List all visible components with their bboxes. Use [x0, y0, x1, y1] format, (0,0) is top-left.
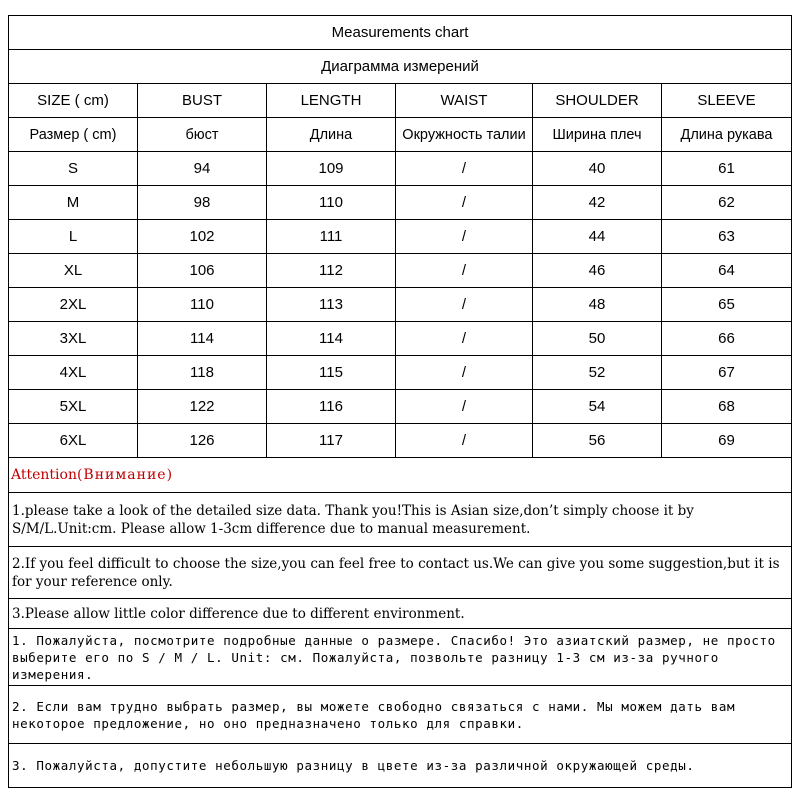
table-cell: 48: [533, 288, 662, 322]
table-cell: /: [396, 220, 533, 254]
attention-label-ru: (Внимание): [76, 467, 174, 483]
header-cell-ru: бюст: [138, 118, 267, 152]
table-cell: 126: [138, 424, 267, 458]
table-cell: 69: [662, 424, 792, 458]
table-cell: XL: [9, 254, 138, 288]
header-cell: BUST: [138, 84, 267, 118]
table-row: [9, 424, 792, 458]
table-cell: /: [396, 356, 533, 390]
table-row: [9, 288, 792, 322]
measurements-table: [8, 15, 792, 788]
table-row: [9, 152, 792, 186]
table-cell: 64: [662, 254, 792, 288]
note-row: [9, 599, 792, 629]
table-cell: 66: [662, 322, 792, 356]
table-cell: 118: [138, 356, 267, 390]
note-row: [9, 686, 792, 744]
table-cell: 50: [533, 322, 662, 356]
header-row-ru: [9, 118, 792, 152]
table-cell: 109: [267, 152, 396, 186]
table-cell: 61: [662, 152, 792, 186]
header-cell: SIZE ( cm): [9, 84, 138, 118]
header-cell: SLEEVE: [662, 84, 792, 118]
table-cell: 98: [138, 186, 267, 220]
table-cell: M: [9, 186, 138, 220]
table-cell: /: [396, 288, 533, 322]
table-cell: 110: [267, 186, 396, 220]
table-cell: 110: [138, 288, 267, 322]
table-cell: 114: [267, 322, 396, 356]
chart-title-en: Measurements chart: [9, 16, 792, 50]
table-cell: S: [9, 152, 138, 186]
header-cell: WAIST: [396, 84, 533, 118]
header-cell-ru: Окружность талии: [396, 118, 533, 152]
table-cell: /: [396, 254, 533, 288]
table-row: [9, 356, 792, 390]
table-row: [9, 254, 792, 288]
table-cell: 40: [533, 152, 662, 186]
title-row-en: [9, 16, 792, 50]
table-cell: 63: [662, 220, 792, 254]
note-ru-2: 2. Если вам трудно выбрать размер, вы можете свободно связаться с нами. Мы можем дать вам некоторое предложение, но оно предназначено только для справки.: [9, 686, 792, 744]
table-cell: 65: [662, 288, 792, 322]
header-cell-ru: Ширина плеч: [533, 118, 662, 152]
attention-row: [9, 458, 792, 493]
header-cell-ru: Размер ( cm): [9, 118, 138, 152]
table-cell: /: [396, 390, 533, 424]
table-cell: 44: [533, 220, 662, 254]
table-row: [9, 390, 792, 424]
table-cell: L: [9, 220, 138, 254]
table-cell: 68: [662, 390, 792, 424]
table-cell: 106: [138, 254, 267, 288]
header-cell: LENGTH: [267, 84, 396, 118]
table-cell: 122: [138, 390, 267, 424]
table-cell: 94: [138, 152, 267, 186]
table-row: [9, 220, 792, 254]
table-row: [9, 322, 792, 356]
table-cell: 56: [533, 424, 662, 458]
header-cell-ru: Длина: [267, 118, 396, 152]
table-cell: /: [396, 322, 533, 356]
table-cell: 115: [267, 356, 396, 390]
table-cell: 4XL: [9, 356, 138, 390]
table-cell: 5XL: [9, 390, 138, 424]
table-cell: /: [396, 152, 533, 186]
table-cell: 42: [533, 186, 662, 220]
note-ru-3: 3. Пожалуйста, допустите небольшую разницу в цвете из-за различной окружающей среды.: [9, 744, 792, 788]
header-row-en: [9, 84, 792, 118]
header-cell: SHOULDER: [533, 84, 662, 118]
table-cell: 54: [533, 390, 662, 424]
header-cell-ru: Длина рукава: [662, 118, 792, 152]
table-cell: 46: [533, 254, 662, 288]
note-en-3: 3.Please allow little color difference due to different environment.: [9, 599, 792, 629]
table-cell: 6XL: [9, 424, 138, 458]
table-cell: /: [396, 186, 533, 220]
table-cell: 116: [267, 390, 396, 424]
note-row: [9, 547, 792, 599]
title-row-ru: [9, 50, 792, 84]
attention-cell: [9, 458, 792, 493]
note-row: [9, 493, 792, 547]
chart-title-ru: Диаграмма измерений: [9, 50, 792, 84]
table-cell: 117: [267, 424, 396, 458]
table-cell: 2XL: [9, 288, 138, 322]
note-en-1: 1.please take a look of the detailed size data. Thank you!This is Asian size,don’t simply choose it by S/M/L.Unit:cm. Please allow 1-3cm difference due to manual measurement.: [9, 493, 792, 547]
table-cell: 67: [662, 356, 792, 390]
attention-label: Attention: [11, 467, 77, 483]
table-cell: 112: [267, 254, 396, 288]
table-cell: 113: [267, 288, 396, 322]
table-cell: 52: [533, 356, 662, 390]
note-row: [9, 744, 792, 788]
note-ru-1: 1. Пожалуйста, посмотрите подробные данные о размере. Спасибо! Это азиатский размер, не просто выберите его по S / M / L. Unit: см. Пожалуйста, позвольте разницу 1-3 см из-за ручного измерения.: [9, 629, 792, 686]
table-cell: 111: [267, 220, 396, 254]
table-cell: 3XL: [9, 322, 138, 356]
table-row: [9, 186, 792, 220]
table-cell: 102: [138, 220, 267, 254]
table-cell: 114: [138, 322, 267, 356]
note-row: [9, 629, 792, 686]
table-cell: /: [396, 424, 533, 458]
note-en-2: 2.If you feel difficult to choose the size,you can feel free to contact us.We can give you some suggestion,but it is for your reference only.: [9, 547, 792, 599]
table-cell: 62: [662, 186, 792, 220]
